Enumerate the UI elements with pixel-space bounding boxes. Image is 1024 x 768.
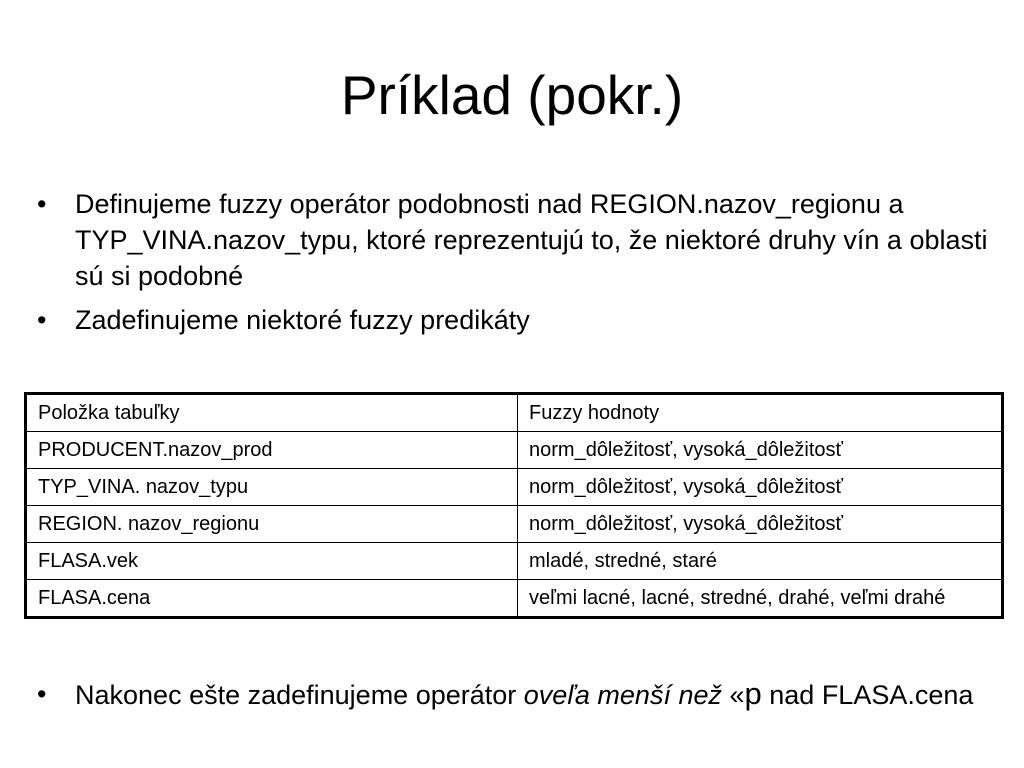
bullet-text: Definujeme fuzzy operátor podobnosti nad REGION.nazov_regionu a TYP_VINA.nazov_typu, ktoré reprezentujú to, že niektoré druhy vín a oblasti sú si podobné	[75, 189, 988, 291]
bullet-symbol-prefix: «	[721, 680, 745, 710]
bullet-item	[37, 302, 997, 338]
bullet-text-before: Nakonec ešte zadefinujeme operátor	[75, 680, 524, 710]
bullet-dot: •	[37, 305, 47, 335]
table-cell: norm_dôležitosť, vysoká_dôležitosť	[518, 432, 1003, 469]
table-cell: norm_dôležitosť, vysoká_dôležitosť	[518, 469, 1003, 506]
table-row	[26, 469, 1003, 506]
bullet-text: Zadefinujeme niektoré fuzzy predikáty	[75, 305, 530, 335]
table-cell: REGION. nazov_regionu	[26, 506, 518, 543]
table-cell: FLASA.cena	[26, 580, 518, 618]
table-row	[26, 580, 1003, 618]
bullet-item	[37, 186, 997, 294]
table-row	[26, 543, 1003, 580]
table-cell: norm_dôležitosť, vysoká_dôležitosť	[518, 506, 1003, 543]
table-cell: PRODUCENT.nazov_prod	[26, 432, 518, 469]
table-cell: veľmi lacné, lacné, stredné, drahé, veľmi drahé	[518, 580, 1003, 618]
slide-title: Príklad (pokr.)	[340, 64, 684, 126]
table-cell: FLASA.vek	[26, 543, 518, 580]
bullet-text-italic: oveľa menší než	[523, 680, 722, 710]
bullet-text-after: nad FLASA.cena	[761, 680, 974, 710]
table-header-row	[26, 394, 1003, 432]
bullet-list	[37, 186, 997, 346]
table-cell: TYP_VINA. nazov_typu	[26, 469, 518, 506]
table-row	[26, 432, 1003, 469]
table-header-cell: Fuzzy hodnoty	[518, 394, 1003, 432]
bullet-list-bottom	[37, 676, 997, 721]
table-header-cell: Položka tabuľky	[26, 394, 518, 432]
table-row	[26, 506, 1003, 543]
fuzzy-predicates-table	[24, 392, 1004, 619]
bullet-item	[37, 676, 997, 713]
bullet-dot: •	[37, 679, 47, 709]
bullet-symbol-p: p	[744, 676, 762, 711]
bullet-dot: •	[37, 189, 47, 219]
table-cell: mladé, stredné, staré	[518, 543, 1003, 580]
